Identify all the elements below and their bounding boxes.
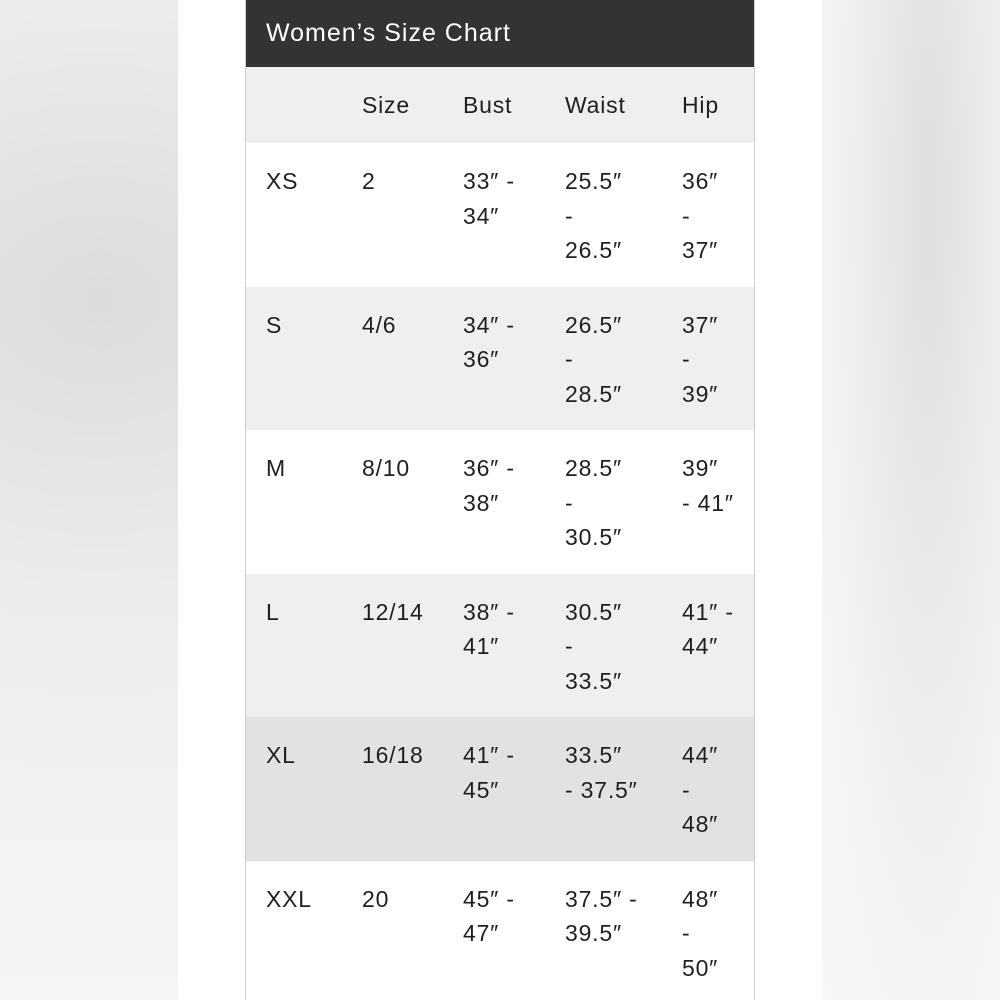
size-number: 8/10 xyxy=(362,455,410,481)
table-row xyxy=(246,430,754,574)
waist-range: 25.5″ - 26.5″ xyxy=(565,168,622,263)
waist-range: 28.5″ - 30.5″ xyxy=(565,455,622,550)
bust-range: 36″ - 38″ xyxy=(463,455,515,516)
bust-range: 38″ - 41″ xyxy=(463,598,515,659)
size-number: 20 xyxy=(362,885,390,912)
size-label: S xyxy=(266,311,283,338)
size-label: XS xyxy=(266,168,299,194)
size-label: L xyxy=(266,598,280,625)
size-number: 12/14 xyxy=(362,598,424,625)
waist-range: 30.5″ - 33.5″ xyxy=(565,598,622,694)
bust-range: 45″ - 47″ xyxy=(463,885,515,946)
bust-range: 41″ - 45″ xyxy=(463,742,515,803)
table-row xyxy=(246,717,754,861)
size-number: 16/18 xyxy=(362,742,424,768)
size-label: XXL xyxy=(266,885,312,912)
table-header-row xyxy=(246,67,754,143)
hip-range: 41″ - 44″ xyxy=(682,598,734,659)
size-label: M xyxy=(266,455,286,481)
background-right xyxy=(822,0,1000,1000)
waist-range: 33.5″ - 37.5″ xyxy=(565,742,638,803)
table-row xyxy=(246,574,754,718)
hip-range: 37″ - 39″ xyxy=(682,311,719,407)
column-header-hip: Hip xyxy=(682,91,719,118)
waist-range: 37.5″ - 39.5″ xyxy=(565,885,638,946)
bust-range: 34″ - 36″ xyxy=(463,311,515,372)
waist-range: 26.5″ - 28.5″ xyxy=(565,311,622,407)
column-header-size: Size xyxy=(362,91,410,118)
size-number: 4/6 xyxy=(362,311,397,338)
hip-range: 48″ - 50″ xyxy=(682,885,719,981)
column-header-waist: Waist xyxy=(565,91,626,118)
size-chart-title: Women’s Size Chart xyxy=(246,0,754,67)
bust-range: 33″ - 34″ xyxy=(463,168,515,229)
hip-range: 39″ - 41″ xyxy=(682,455,734,516)
table-row xyxy=(246,861,754,1000)
size-chart xyxy=(245,0,755,1000)
column-header-bust: Bust xyxy=(463,91,513,118)
size-label: XL xyxy=(266,742,296,768)
size-number: 2 xyxy=(362,168,376,194)
table-row xyxy=(246,143,754,287)
hip-range: 36″ - 37″ xyxy=(682,168,719,263)
table-row xyxy=(246,287,754,431)
hip-range: 44″ - 48″ xyxy=(682,742,719,837)
